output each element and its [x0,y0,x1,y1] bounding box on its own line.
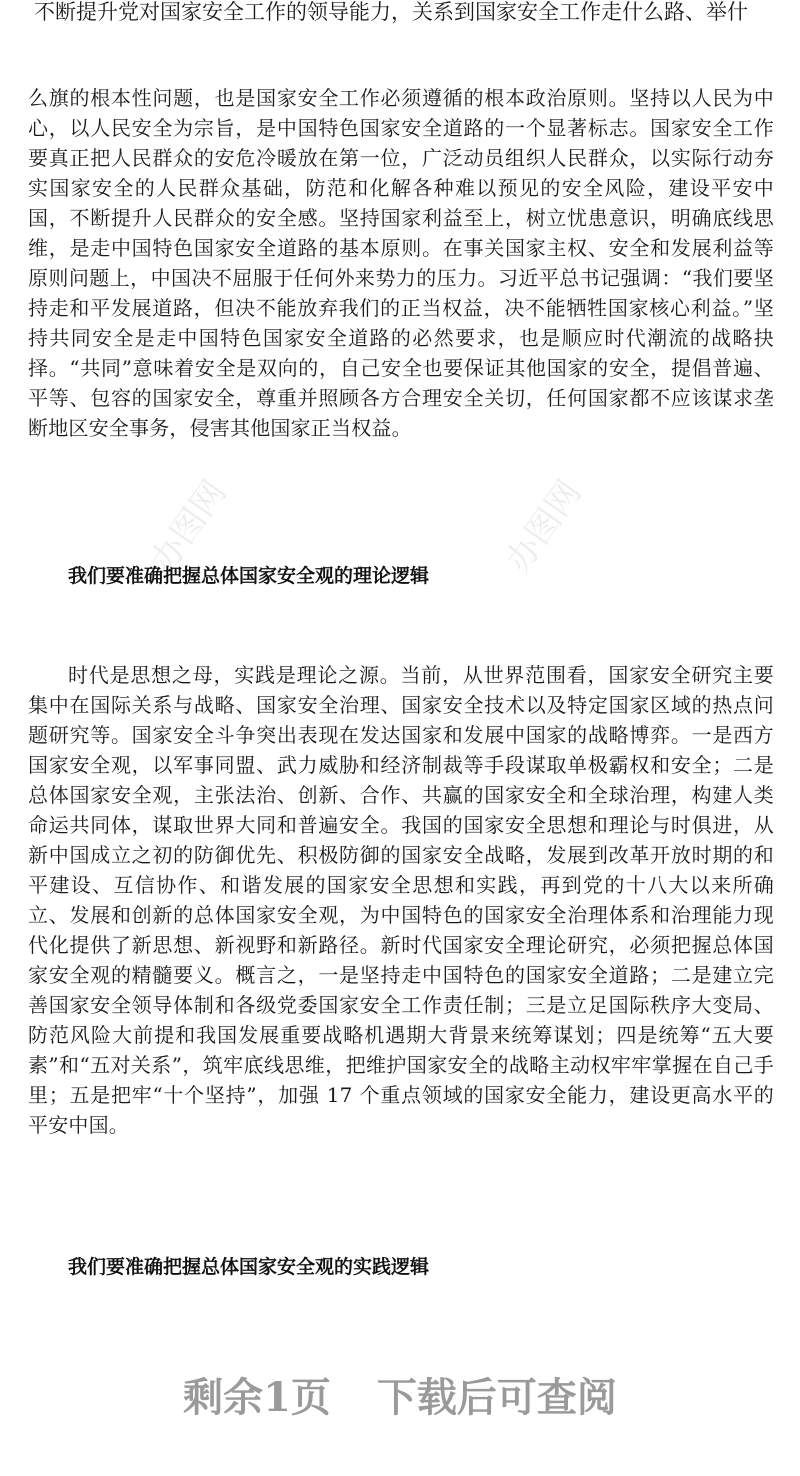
section-heading-theory: 我们要准确把握总体国家安全观的理论逻辑 [68,565,430,587]
download-to-view-label: 下载后可查阅 [376,1374,617,1421]
download-notice[interactable] [0,1370,800,1426]
watermark-logo: 办图网 [498,473,590,580]
section-heading-practice: 我们要准确把握总体国家安全观的实践逻辑 [68,1256,430,1278]
remaining-pages-label: 剩余1页 [183,1374,331,1421]
paragraph-2: 时代是思想之母，实践是理论之源。当前，从世界范围看，国家安全研究主要集中在国际关系与战略、国家安全治理、国家安全技术以及特定国家区域的热点问题研究等。国家安全斗争突出表现在发达国家和发展中国家的战略博弈。一是西方国家安全观，以军事同盟、武力威胁和经济制裁等手段谋取单极霸权和安全；二是总体国家安全观，主张法治、创新、合作、共赢的国家安全和全球治理，构建人类命运共同体，谋取世界大同和普遍安全。我国的国家安全思想和理论与时俱进，从新中国成立之初的防御优先、积极防御的国家安全战略，发展到改革开放时期的和平建设、互信协作、和谐发展的国家安全思想和实践，再到党的十八大以来所确立、发展和创新的总体国家安全观，为中国特色的国家安全治理体系和治理能力现代化提供了新思想、新视野和新路径。新时代国家安全理论研究，必须把握总体国家安全观的精髓要义。概言之，一是坚持走中国特色的国家安全道路；二是建立完善国家安全领导体制和各级党委国家安全工作责任制；三是立足国际秩序大变局、防范风险大前提和我国发展重要战略机遇期大背景来统筹谋划；四是统筹“五大要素”和“五对关系”，筑牢底线思维，把维护国家安全的战略主动权牢牢掌握在自己手里；五是把牢“十个坚持”，加强 17 个重点领域的国家安全能力，建设更高水平的平安中国。 [28,663,774,1137]
watermark-logo: 办图网 [143,473,235,580]
paragraph-1: 么旗的根本性问题，也是国家安全工作必须遵循的根本政治原则。坚持以人民为中心，以人民安全为宗旨，是中国特色国家安全道路的一个显著标志。国家安全工作要真正把人民群众的安危冷暖放在第一位，广泛动员组织人民群众，以实际行动夯实国家安全的人民群众基础，防范和化解各种难以预见的安全风险，建设平安中国，不断提升人民群众的安全感。坚持国家利益至上，树立忧患意识，明确底线思维，是走中国特色国家安全道路的基本原则。在事关国家主权、安全和发展利益等原则问题上，中国决不屈服于任何外来势力的压力。习近平总书记强调：“我们要坚持走和平发展道路，但决不能放弃我们的正当权益，决不能牺牲国家核心利益。”坚持共同安全是走中国特色国家安全道路的必然要求，也是顺应时代潮流的战略抉择。“共同”意味着安全是双向的，自己安全也要保证其他国家的安全，提倡普遍、平等、包容的国家安全，尊重并照顾各方合理安全关切，任何国家都不应该谋求垄断地区安全事务，侵害其他国家正当权益。 [28,86,774,440]
top-line-text: 不断提升党对国家安全工作的领导能力，关系到国家安全工作走什么路、举什 [34,0,748,24]
